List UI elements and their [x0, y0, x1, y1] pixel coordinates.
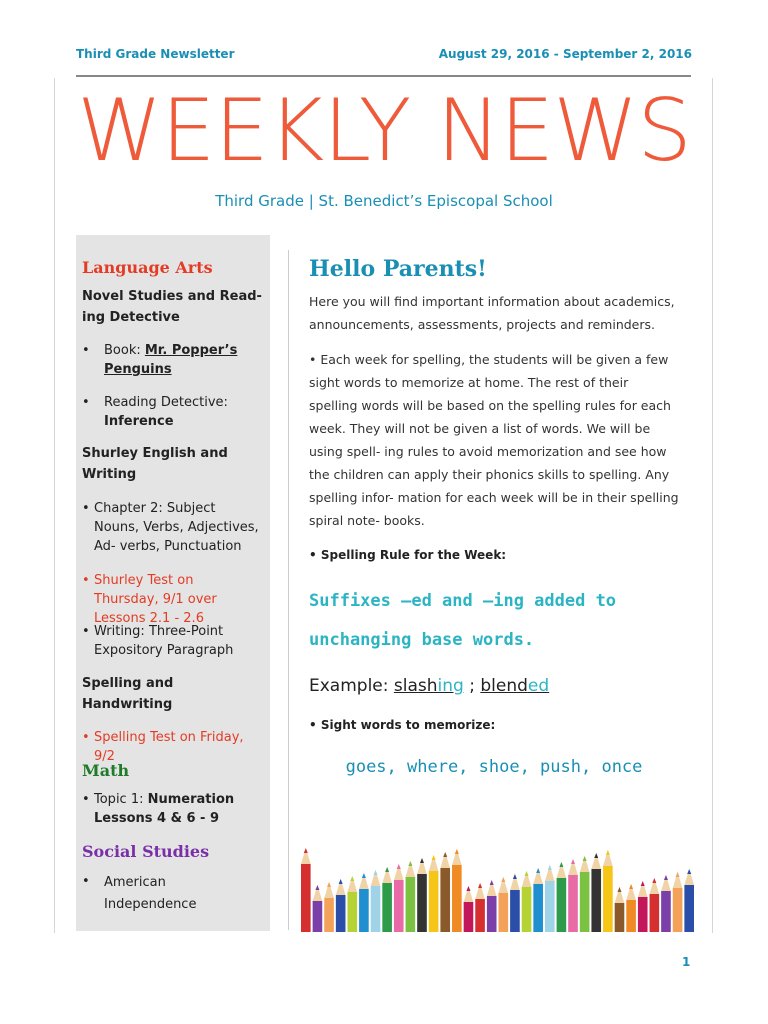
pencil — [673, 872, 683, 932]
pencil — [440, 852, 450, 932]
pencil — [684, 869, 694, 932]
book-label: Book: — [104, 343, 145, 358]
shurley-test-item: • Shurley Test on Thursday, 9/1 over Lessons 2.1 - 2.6 — [82, 571, 262, 628]
math-topic-item: • Topic 1: Numeration Lessons 4 & 6 - 9 — [82, 792, 235, 826]
pencil — [545, 865, 555, 932]
pencil — [661, 875, 671, 932]
pencil — [580, 856, 590, 932]
writing-text: Writing: Three-Point Expository Paragraph — [94, 624, 234, 658]
pencil — [626, 884, 636, 932]
column-divider — [288, 250, 289, 930]
pencil — [429, 855, 439, 932]
spelling-paragraph: • Each week for spelling, the students will be given a few sight words to memorize at home. The rest of their spelling words will be based on the spelling rules for each week. They will not be given a list of words. We will be using spell- ing rules to avoid memorization and see how the children can apply their phonics skills to spelling. Any spelling infor- mation for each week will be in their spelling spiral note- books. — [309, 352, 679, 528]
social-studies-heading: Social Studies — [82, 842, 210, 861]
chapter-item: • Chapter 2: Subject Nouns, Verbs, Adjectives, Ad- verbs, Punctuation — [82, 499, 262, 556]
sight-words: goes, where, shoe, push, once — [345, 757, 643, 777]
masthead-title: WEEKLY NEWS — [77, 81, 691, 181]
novel-studies-heading: Novel Studies and Read- ing Detective — [82, 289, 262, 325]
pencil — [475, 883, 485, 932]
spelling-heading: Spelling and Handwriting — [82, 676, 174, 712]
book-title: Mr. Popper’s Penguins — [104, 343, 238, 377]
pencil — [638, 881, 648, 932]
pencil — [533, 868, 543, 932]
newsletter-label: Third Grade Newsletter — [76, 47, 235, 61]
pencils-illustration — [300, 840, 695, 932]
example-label: Example: — [309, 676, 394, 696]
language-arts-heading: Language Arts — [82, 258, 213, 277]
pencil — [359, 873, 369, 932]
chapter-text: Chapter 2: Subject Nouns, Verbs, Adjectives, Ad- verbs, Punctuation — [94, 501, 259, 554]
social-studies-item: • American Independence — [82, 872, 262, 916]
greeting-heading: Hello Parents! — [309, 256, 487, 282]
pencil — [313, 885, 323, 932]
writing-item: • Writing: Three-Point Expository Paragraph — [82, 622, 262, 660]
example-word1-suffix: ing — [437, 676, 464, 696]
spelling-rule-line1: Suffixes –ed and –ing added to — [309, 591, 617, 611]
social-studies-text: American Independence — [104, 875, 197, 912]
shurley-heading: Shurley English and Writing — [82, 446, 228, 482]
pencil — [568, 859, 578, 932]
school-subtitle: Third Grade | St. Benedict’s Episcopal School — [215, 192, 553, 210]
intro-paragraph: Here you will find important information about academics, announcements, assessments, projects and reminders. — [309, 294, 675, 332]
pencil — [615, 887, 625, 932]
pencil — [382, 867, 392, 932]
sight-words-heading: • Sight words to memorize: — [309, 718, 496, 732]
shurley-test-text: Shurley Test on Thursday, 9/1 over Lessons 2.1 - 2.6 — [94, 573, 217, 626]
example-word2-base: blend — [480, 676, 528, 696]
book-item: • Book: Mr. Popper’s Penguins — [82, 343, 238, 377]
pencil — [522, 871, 532, 932]
pencil — [324, 882, 334, 932]
example-separator: ; — [463, 676, 481, 696]
pencil — [650, 878, 660, 932]
pencil — [371, 870, 381, 932]
pencil — [394, 864, 404, 932]
reading-detective-item: • Reading Detective: Inference — [82, 395, 228, 429]
pencil — [417, 858, 427, 932]
topic-label: Topic 1: — [94, 792, 148, 807]
pencil — [603, 850, 613, 932]
spelling-test-text: Spelling Test on Friday, 9/2 — [94, 730, 244, 764]
pencil — [452, 849, 462, 932]
pencil — [591, 853, 601, 932]
pencil — [499, 877, 509, 932]
example-line — [309, 676, 679, 696]
pencil — [557, 862, 567, 932]
spelling-rule-heading: • Spelling Rule for the Week: — [309, 548, 507, 562]
math-heading: Math — [82, 761, 130, 780]
pencil — [510, 874, 520, 932]
pencil — [487, 880, 497, 932]
date-range: August 29, 2016 - September 2, 2016 — [438, 47, 692, 61]
example-word1-base: slash — [393, 676, 438, 696]
detective-value: Inference — [104, 414, 174, 429]
pencil — [406, 861, 416, 932]
pencil — [336, 879, 346, 932]
spelling-rule-line2: unchanging base words. — [309, 630, 535, 650]
detective-label: Reading Detective: — [104, 395, 228, 410]
example-word2-suffix: ed — [527, 676, 550, 696]
pencil — [347, 876, 357, 932]
page-number: 1 — [682, 955, 691, 969]
topic-value: Numeration Lessons 4 & 6 - 9 — [94, 792, 235, 826]
pencil — [464, 886, 474, 932]
pencil — [301, 848, 311, 932]
spelling-test-item: • Spelling Test on Friday, 9/2 — [82, 728, 262, 766]
